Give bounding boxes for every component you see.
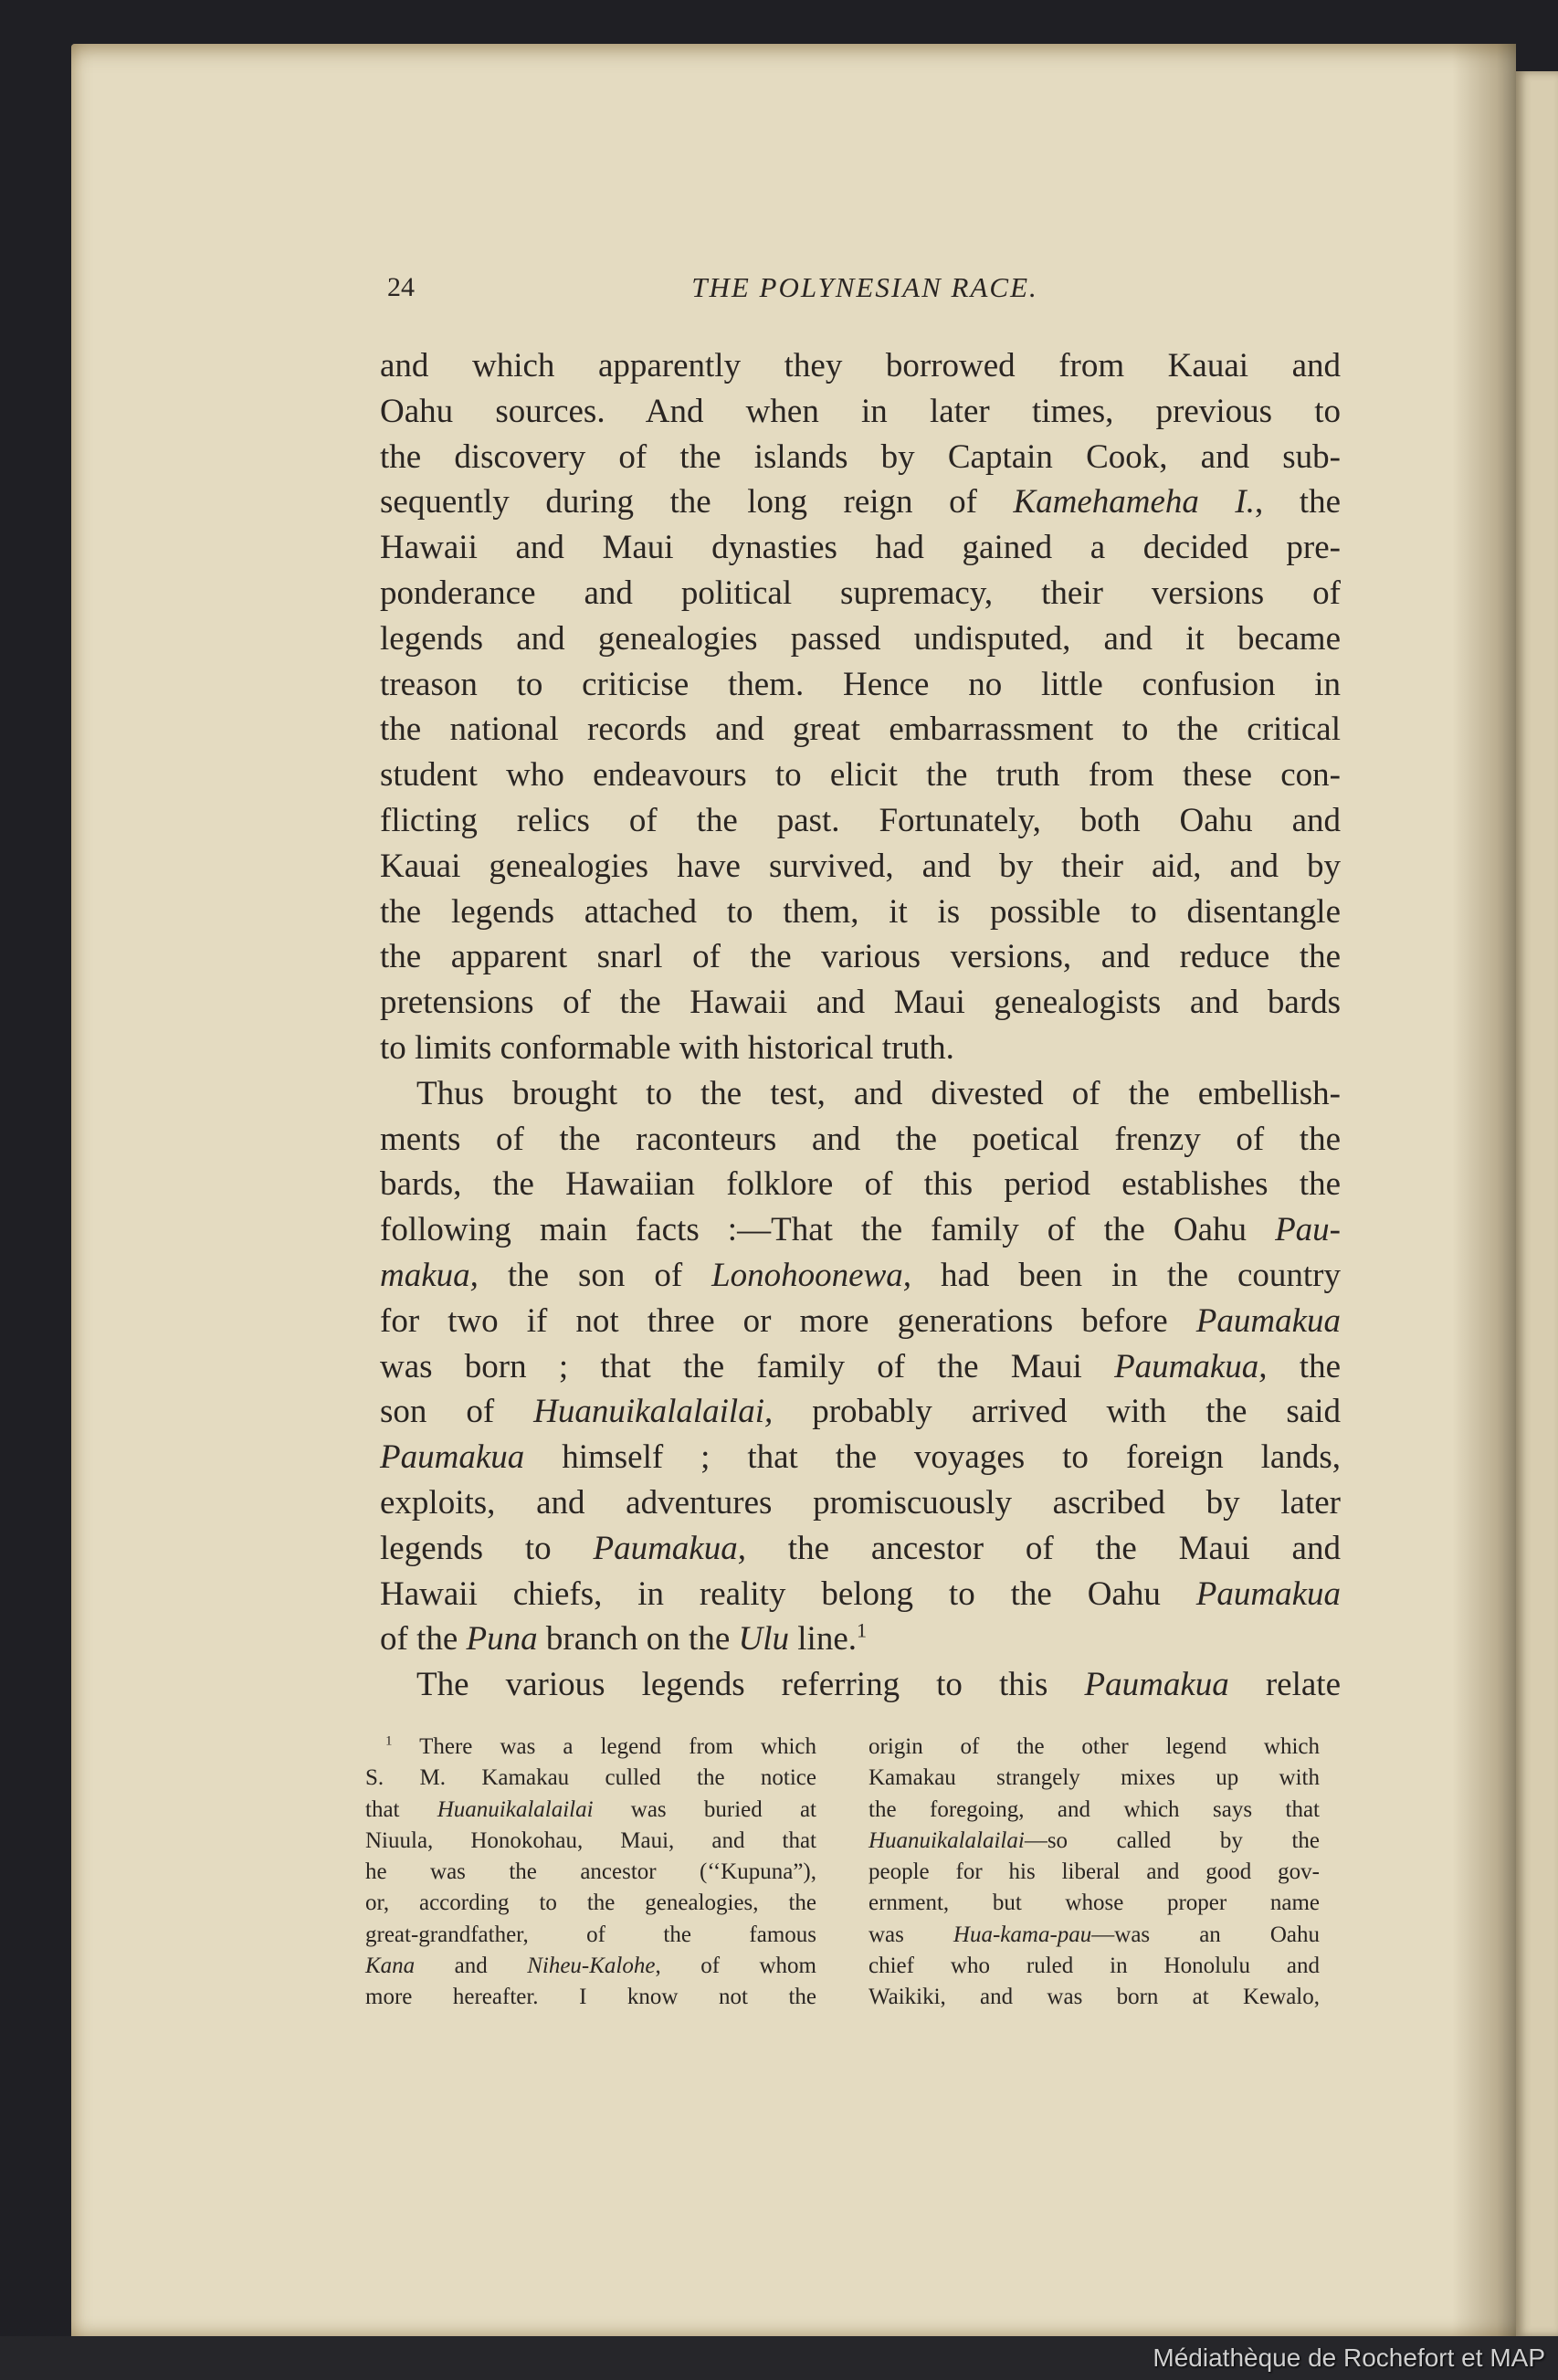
text-run: Hawaii and Maui dynasties had gained a decided pre- — [380, 529, 1341, 567]
text-line — [380, 980, 1341, 1026]
running-title: THE POLYNESIAN RACE. — [691, 271, 1038, 303]
text-line — [380, 1071, 1341, 1117]
text-run: was buried at — [593, 1796, 816, 1822]
text-run: flicting relics of the past. Fortunately, both Oahu and — [380, 801, 1341, 839]
text-run: or, according to the genealogies, the — [365, 1890, 816, 1916]
text-run: the discovery of the islands by Captain Cook, and sub- — [380, 437, 1341, 476]
italic-run: Ulu — [738, 1620, 790, 1659]
text-line — [380, 1526, 1341, 1572]
text-run: , the — [1255, 483, 1342, 521]
text-line — [380, 1207, 1341, 1253]
text-line — [868, 1826, 1320, 1857]
text-run: legends and genealogies passed undisputed, and it became — [380, 619, 1341, 658]
italic-run: Pau- — [1275, 1211, 1341, 1249]
text-run: student who endeavours to elicit the truth from these con- — [380, 756, 1341, 795]
footnotes — [365, 1732, 1320, 2014]
italic-run: Huanuikalalailai — [437, 1796, 594, 1822]
text-run: more hereafter. I know not the — [365, 1985, 816, 2010]
text-line — [380, 1026, 1341, 1071]
text-line — [868, 1763, 1320, 1794]
italic-run: Huanuikalalailai, — [533, 1393, 774, 1431]
text-run: great-grandfather, of the famous — [365, 1922, 816, 1947]
italic-run: Huanuikalalailai — [868, 1827, 1025, 1853]
text-line — [380, 479, 1341, 525]
text-run: the foregoing, and which says that — [868, 1796, 1320, 1822]
text-run: the legends attached to them, it is possible to disentangle — [380, 892, 1341, 931]
text-run: the ancestor of the Maui and — [745, 1529, 1341, 1567]
text-run: treason to criticise them. Hence no little confusion in — [380, 665, 1341, 703]
text-run: There was a legend from which — [392, 1734, 816, 1759]
text-run: bards, the Hawaiian folklore of this period establishes the — [380, 1165, 1341, 1204]
text-line — [380, 753, 1341, 798]
text-run: he was the ancestor (‘‘Kupuna”), — [365, 1859, 816, 1885]
text-run: the apparent snarl of the various versions, and reduce the — [380, 938, 1341, 976]
text-line — [380, 707, 1341, 753]
text-run: Niuula, Honokohau, Maui, and that — [365, 1827, 816, 1853]
text-run: had been in the country — [911, 1256, 1341, 1294]
text-run: chief who ruled in Honolulu and — [868, 1953, 1320, 1979]
text-line — [380, 1435, 1341, 1480]
text-line — [380, 389, 1341, 435]
text-run: ponderance and political supremacy, their versions of — [380, 574, 1341, 612]
text-run: the — [1267, 1347, 1341, 1385]
text-run: Oahu sources. And when in later times, previous to — [380, 392, 1341, 430]
text-run: of the — [380, 1620, 467, 1659]
text-run: The various legends referring to this — [416, 1666, 1085, 1704]
italic-run: Kamehameha I. — [1013, 483, 1256, 521]
text-line — [380, 1299, 1341, 1344]
text-run: and — [415, 1953, 528, 1979]
watermark: Médiathèque de Rochefort et MAP — [1153, 2343, 1545, 2372]
footnote-marker: 1 — [857, 1618, 868, 1642]
text-line — [380, 1662, 1341, 1708]
italic-run: Paumakua — [380, 1438, 525, 1477]
text-run: was born ; that the family of the Maui — [380, 1347, 1115, 1385]
footnote-column-left — [365, 1732, 816, 2014]
text-run: probably arrived with the said — [773, 1393, 1341, 1431]
text-line — [868, 1920, 1320, 1951]
italic-run: Hua-kama-pau — [953, 1922, 1092, 1947]
footnote-column-right — [868, 1732, 1320, 2014]
text-run: people for his liberal and good gov- — [868, 1859, 1320, 1885]
text-line — [365, 1763, 816, 1794]
text-line — [380, 1117, 1341, 1163]
text-line — [868, 1795, 1320, 1826]
text-line — [365, 1795, 816, 1826]
text-line — [380, 1344, 1341, 1390]
text-line — [380, 844, 1341, 890]
text-run: —so called by the — [1024, 1827, 1320, 1853]
text-line — [365, 1920, 816, 1951]
text-run: the son of — [478, 1256, 712, 1294]
text-run: Thus brought to the test, and divested of the embellish- — [416, 1074, 1341, 1112]
text-run: exploits, and adventures promiscuously ascribed by later — [380, 1483, 1341, 1522]
text-line — [868, 1888, 1320, 1919]
italic-run: Niheu-Kalohe — [527, 1953, 656, 1979]
text-run: pretensions of the Hawaii and Maui genealogists and bards — [380, 984, 1341, 1022]
text-run: branch on the — [537, 1620, 739, 1659]
italic-run: Paumakua — [1084, 1666, 1229, 1704]
italic-run: Paumakua, — [1114, 1347, 1268, 1385]
text-line — [365, 1826, 816, 1857]
facing-page-edge — [1516, 71, 1558, 2336]
body-text — [380, 343, 1341, 1708]
text-run: ernment, but whose proper name — [868, 1890, 1320, 1916]
text-run: Kauai genealogies have survived, and by their aid, and by — [380, 847, 1341, 885]
text-run: legends to — [380, 1529, 594, 1567]
italic-run: Kana — [365, 1953, 416, 1979]
text-line — [380, 662, 1341, 708]
text-run: that — [365, 1796, 437, 1822]
text-run: for two if not three or more generations before — [380, 1301, 1196, 1340]
text-line — [380, 343, 1341, 389]
text-run: line. — [789, 1620, 857, 1659]
text-line — [365, 1888, 816, 1919]
italic-run: Puna — [466, 1620, 538, 1659]
text-line — [868, 1732, 1320, 1763]
text-line — [380, 1389, 1341, 1435]
text-run: son of — [380, 1393, 534, 1431]
text-line — [365, 1982, 816, 2013]
text-line — [380, 435, 1341, 480]
text-line — [380, 616, 1341, 662]
text-line — [380, 934, 1341, 980]
italic-run: Paumakua — [1195, 1301, 1341, 1340]
text-run: relate — [1228, 1666, 1341, 1704]
text-line — [868, 1982, 1320, 2013]
text-line — [380, 1162, 1341, 1207]
text-run: , of whom — [655, 1953, 816, 1979]
italic-run: Lonohoonewa, — [711, 1256, 912, 1294]
text-line — [868, 1951, 1320, 1982]
text-line — [380, 1617, 1341, 1662]
text-line — [868, 1857, 1320, 1888]
watermark-band — [0, 2336, 1558, 2380]
text-line — [365, 1951, 816, 1982]
text-run: was — [868, 1922, 953, 1947]
text-line — [380, 571, 1341, 616]
text-run: sequently during the long reign of — [380, 483, 1014, 521]
text-line — [380, 1572, 1341, 1617]
italic-run: Paumakua, — [593, 1529, 746, 1567]
text-run: Kamakau strangely mixes up with — [868, 1765, 1320, 1791]
page-number: 24 — [387, 272, 415, 302]
text-line — [380, 1480, 1341, 1526]
text-run: the national records and great embarrassment to the critical — [380, 711, 1341, 749]
text-run: Waikiki, and was born at Kewalo, — [868, 1985, 1320, 2010]
text-line — [365, 1732, 816, 1763]
italic-run: Paumakua — [1195, 1574, 1341, 1613]
text-run: Hawaii chiefs, in reality belong to the Oahu — [380, 1574, 1196, 1613]
text-run: origin of the other legend which — [868, 1734, 1320, 1759]
text-line — [380, 890, 1341, 935]
text-run: himself ; that the voyages to foreign lands, — [524, 1438, 1341, 1477]
italic-run: makua, — [380, 1256, 479, 1294]
text-run: and which apparently they borrowed from Kauai and — [380, 347, 1341, 384]
text-run: —was an Oahu — [1091, 1922, 1320, 1947]
text-run: ments of the raconteurs and the poetical frenzy of the — [380, 1120, 1341, 1158]
text-line — [380, 798, 1341, 844]
text-line — [365, 1857, 816, 1888]
footnote-marker: 1 — [385, 1733, 393, 1749]
running-header — [380, 269, 1341, 306]
text-line — [380, 1253, 1341, 1299]
text-run: following main facts :—That the family of the Oahu — [380, 1211, 1276, 1249]
text-run: S. M. Kamakau culled the notice — [365, 1765, 816, 1791]
text-line — [380, 525, 1341, 571]
text-run: to limits conformable with historical truth. — [380, 1028, 954, 1067]
